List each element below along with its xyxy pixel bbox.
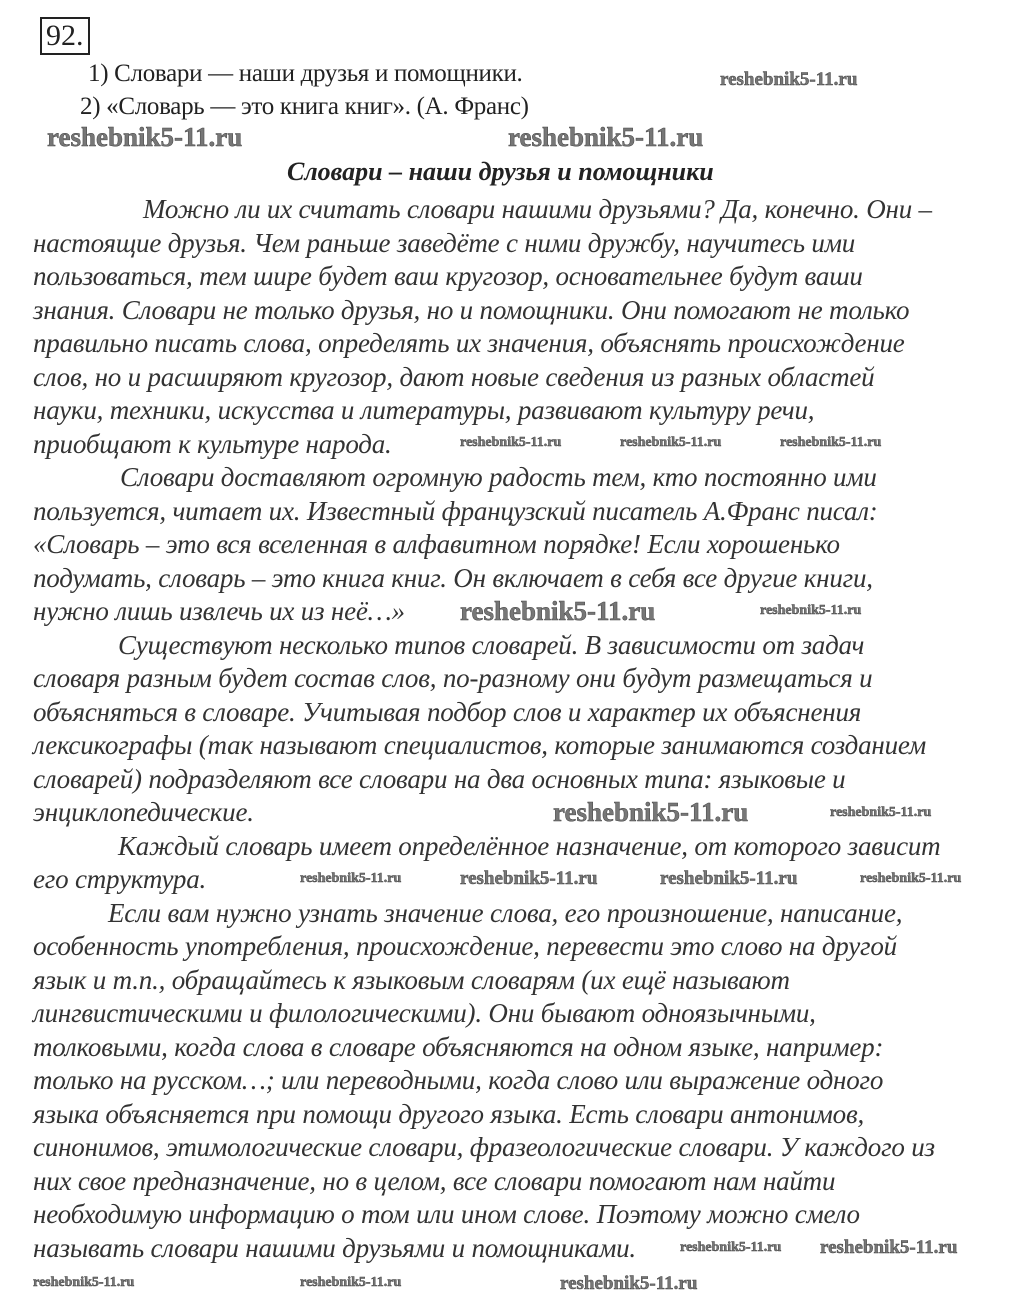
watermark: reshebnik5-11.ru <box>830 805 932 820</box>
watermark: reshebnik5-11.ru <box>680 1240 782 1255</box>
essay-line: называть словари нашими друзьями и помощниками. <box>33 1232 636 1263</box>
watermark: reshebnik5-11.ru <box>553 797 749 827</box>
topic-2: 2) «Словарь — это книга книг». (А. Франс) <box>80 93 529 120</box>
watermark: reshebnik5-11.ru <box>620 435 722 450</box>
essay-line: Существуют несколько типов словарей. В зависимости от задач <box>118 629 865 660</box>
watermark: reshebnik5-11.ru <box>47 122 243 152</box>
essay-line: языка объясняется при помощи другого языка. Есть словари антонимов, <box>33 1098 865 1129</box>
essay-line: науки, техники, искусства и литературы, развивают культуру речи, <box>33 395 815 425</box>
essay-line: знания. Словари не только друзья, но и помощники. Они помогают не только <box>33 294 910 325</box>
essay-line: настоящие друзья. Чем раньше заведёте с ними дружбу, научитесь ими <box>33 227 856 258</box>
essay-line: Словари доставляют огромную радость тем, кто постоянно ими <box>120 462 877 492</box>
essay-line: нужно лишь извлечь их из неё…» <box>33 596 405 626</box>
essay-line: синонимов, этимологические словари, фразеологические словари. У каждого из <box>33 1132 935 1162</box>
essay-line: объясняться в словаре. Учитывая подбор слов и характер их объяснения <box>33 696 862 727</box>
watermark: reshebnik5-11.ru <box>300 1275 402 1290</box>
essay-line: приобщают к культуре народа. <box>33 428 392 459</box>
watermark: reshebnik5-11.ru <box>508 122 704 152</box>
watermark: reshebnik5-11.ru <box>660 868 798 889</box>
essay-line: словарей) подразделяют все словари на два основных типа: языковые и <box>33 763 846 794</box>
watermark: reshebnik5-11.ru <box>460 596 656 626</box>
watermark: reshebnik5-11.ru <box>860 871 962 886</box>
essay-line: толковыми, когда слова в словаре объясняются на одном языке, например: <box>33 1031 884 1062</box>
essay-line: пользуется, читает их. Известный французский писатель А.Франс писал: <box>33 495 878 526</box>
essay-line: слов, но и расширяют кругозор, дают новые сведения из разных областей <box>33 361 875 392</box>
exercise-number: 92. <box>40 17 90 55</box>
watermark: reshebnik5-11.ru <box>300 871 402 886</box>
essay-line: Можно ли их считать словари нашими друзьями? Да, конечно. Они – <box>143 194 932 224</box>
essay-line: только на русском…; или переводными, когда слово или выражение одного <box>33 1065 884 1095</box>
essay-line: его структура. <box>33 864 207 894</box>
watermark: reshebnik5-11.ru <box>33 1275 135 1290</box>
essay-title: Словари – наши друзья и помощники <box>287 157 714 186</box>
essay-line: них свое предназначение, но в целом, все словари помогают нам найти <box>33 1165 836 1196</box>
essay-line: «Словарь – это вся вселенная в алфавитном порядке! Если хорошенько <box>33 529 840 559</box>
watermark: reshebnik5-11.ru <box>720 69 858 90</box>
essay-line: особенность употребления, происхождение, перевести это слово на другой <box>33 931 897 961</box>
watermark: reshebnik5-11.ru <box>460 435 562 450</box>
essay-line: лингвистическими и филологическими). Они бывают одноязычными, <box>33 998 816 1028</box>
watermark: reshebnik5-11.ru <box>820 1237 958 1258</box>
topic-1: 1) Словари — наши друзья и помощники. <box>88 60 523 87</box>
watermark: reshebnik5-11.ru <box>560 1273 698 1294</box>
essay-line: язык и т.п., обращайтесь к языковым словарям (их ещё называют <box>33 964 790 995</box>
essay-line: словаря разным будет состав слов, по-разному они будут размещаться и <box>33 663 873 693</box>
essay-line: Каждый словарь имеет определённое назначение, от которого зависит <box>118 830 941 861</box>
essay-line: лексикографы (так называют специалистов, которые занимаются созданием <box>33 730 927 760</box>
essay-line: подумать, словарь – это книга книг. Он включает в себя все другие книги, <box>33 562 873 593</box>
watermark: reshebnik5-11.ru <box>460 868 598 889</box>
watermark: reshebnik5-11.ru <box>780 435 882 450</box>
essay-line: необходимую информацию о том или ином слове. Поэтому можно смело <box>33 1199 860 1229</box>
essay-line: энциклопедические. <box>33 797 254 827</box>
essay-line: Если вам нужно узнать значение слова, его произношение, написание, <box>108 897 903 928</box>
essay-line: пользоваться, тем шире будет ваш кругозор, основательнее будут ваши <box>33 261 863 291</box>
watermark: reshebnik5-11.ru <box>760 603 862 618</box>
essay-line: правильно писать слова, определять их значения, объяснять происхождение <box>33 328 905 358</box>
